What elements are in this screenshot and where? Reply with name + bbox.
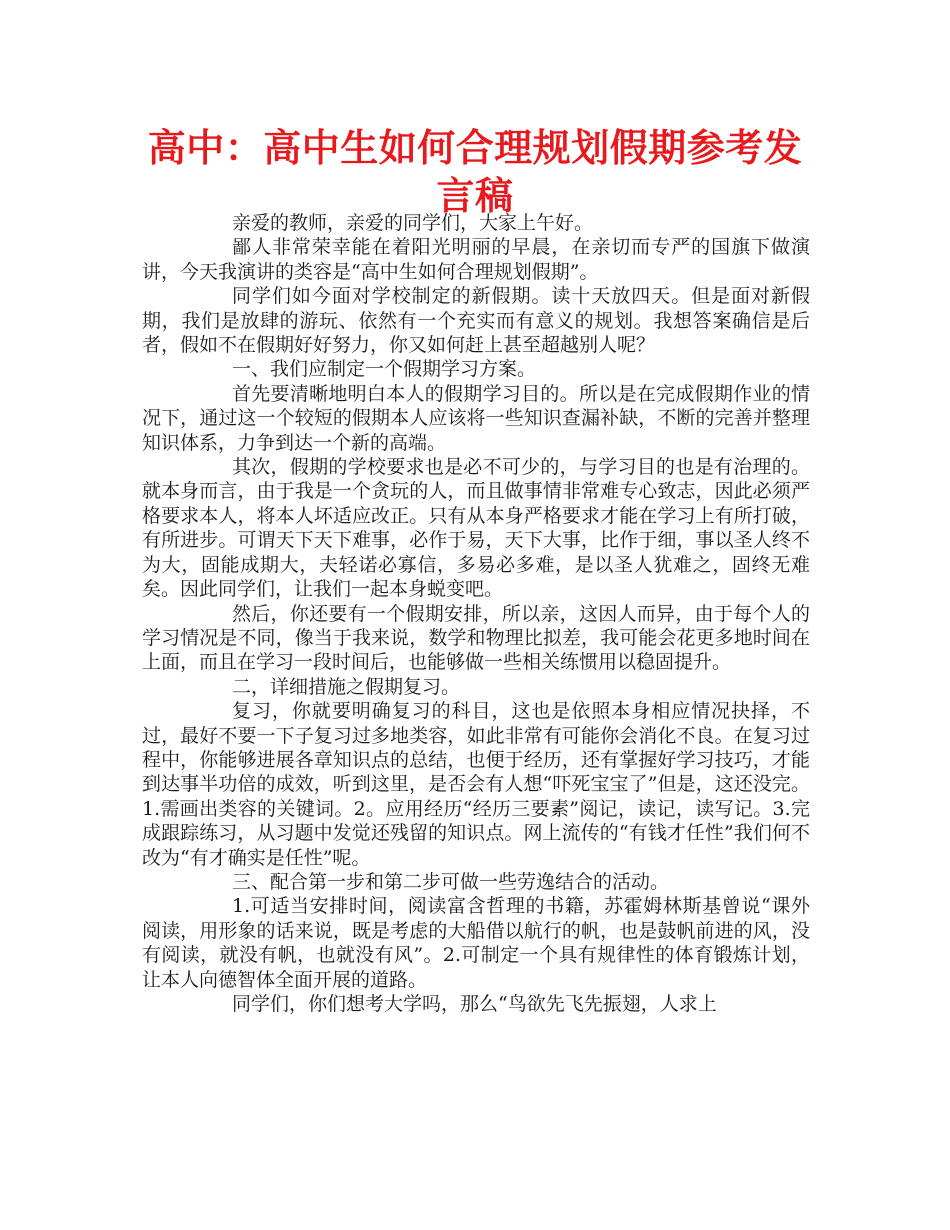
paragraph-intro: 鄙人非常荣幸能在着阳光明丽的早晨，在亲切而专严的国旗下做演讲，今天我演讲的类容是“高中生如何合理规划假期”。 <box>142 236 810 283</box>
paragraph-closing: 同学们，你们想考大学吗，那么“鸟欲先飞先振翅，人求上 <box>232 993 717 1015</box>
paragraph-goals: 首先要清晰地明白本人的假期学习目的。所以是在完成假期作业的情况下，通过这一个较短的假期本人应该将一些知识查漏补缺，不断的完善并整理知识体系，力争到达一个新的高端。 <box>142 382 810 454</box>
paragraph-schedule: 然后，你还要有一个假期安排，所以亲，这因人而异，由于每个人的学习情况是不同，像当于我来说，数学和物理比拟差，我可能会花更多地时间在上面，而且在学习一段时间后，也能够做一些相关练惯用以稳固提升。 <box>142 602 810 674</box>
paragraph-review: 复习，你就要明确复习的科目，这也是依照本身相应情况抉择，不过，最好不要一下子复习过多地类容，如此非常有可能你会消化不良。在复习过程中，你能够进展各章知识点的总结，也便于经历，还有掌握好学习技巧，才能到达事半功倍的成效，听到这里，是否会有人想“吓死宝宝了”但是，这还没完。1.需画出类容的关键词。2。应用经历“经历三要素”阅记，读记，读写记。3.完成跟踪练习，从习题中发觉还残留的知识点。网上流传的“有钱才任性”我们何不改为“有才确实是任性”呢。 <box>142 700 810 869</box>
heading-section-3: 三、配合第一步和第二步可做一些劳逸结合的活动。 <box>232 870 670 893</box>
document-title: 高中：高中生如何合理规划假期参考发言稿 <box>147 126 803 218</box>
heading-section-1: 一、我们应制定一个假期学习方案。 <box>232 358 537 381</box>
paragraph-activities: 1.可适当安排时间，阅读富含哲理的书籍，苏霍姆林斯基曾说“课外阅读，用形象的话来说，既是考虑的大船借以航行的帆，也是鼓帆前进的风，没有阅读，就没有帆，也就没有风”。2.可制定一个具有规律性的体育锻炼计划，让本人向德智体全面开展的道路。 <box>142 895 810 991</box>
paragraph-requirements: 其次，假期的学校要求也是必不可少的，与学习目的也是有治理的。就本身而言，由于我是一个贪玩的人，而且做事情非常难专心致志，因此必须严格要求本人，将本人坏适应改正。只有从本身严格要求才能在学习上有所打破，有所进步。可谓天下天下难事，必作于易，天下大事，比作于细，事以圣人终不为大，固能成期大，夫轻诺必寡信，多易必多难，是以圣人犹难之，固终无难矣。因此同学们，让我们一起本身蜕变吧。 <box>142 456 810 601</box>
paragraph-greeting: 亲爱的教师，亲爱的同学们，大家上午好。 <box>232 212 594 234</box>
document-body <box>142 211 810 1016</box>
paragraph-new-holiday: 同学们如今面对学校制定的新假期。读十天放四天。但是面对新假期，我们是放肆的游玩、依然有一个充实而有意义的规划。我想答案确信是后者，假如不在假期好好努力，你又如何赶上甚至超越别人呢？ <box>142 285 810 357</box>
heading-section-2: 二，详细措施之假期复习。 <box>232 675 461 698</box>
